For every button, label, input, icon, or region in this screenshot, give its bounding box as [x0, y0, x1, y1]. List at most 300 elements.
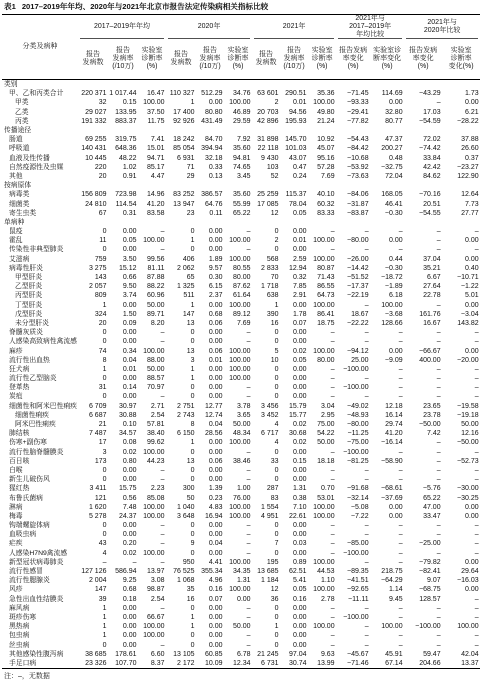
row-label: 疟疾	[9, 540, 23, 548]
cell-rate-2020: 1.89	[208, 255, 223, 263]
cell-rate-change-vs-2017-2019: −71.46	[336, 659, 370, 669]
cell-rate-2021: 0.00	[292, 246, 307, 254]
cell-rate-2020: 0.00	[208, 301, 223, 309]
cell-cases-2021: 0	[274, 641, 279, 649]
table-row	[2, 595, 480, 604]
cell-lab-rate-2020: 46.89	[233, 108, 251, 116]
cell-lab-rate-change-vs-2017-2019: 200.27	[381, 145, 403, 153]
cell-rate-change-vs-2020: –	[436, 549, 441, 557]
cell-rate-change-vs-2017-2019: −92.65	[346, 586, 369, 594]
cell-cases-2017-2019: 1 620	[88, 503, 107, 511]
cell-rate-2021: 0.32	[292, 274, 307, 282]
cell-lab-rate-change-vs-2017-2019: –	[398, 540, 403, 548]
cell-lab-rate-change-vs-2020: 0.00	[465, 255, 479, 263]
cell-rate-change-vs-2017-2019: 25.00	[351, 356, 369, 364]
table-row	[2, 374, 480, 383]
cell-lab-rate-change-vs-2017-2019: −68.61	[381, 485, 403, 493]
cell-lab-rate-change-vs-2017-2019: 72.04	[385, 172, 403, 180]
table-row	[2, 117, 480, 126]
cell-rate-2017-2019: 15.75	[118, 485, 137, 493]
header-group-2021-vs-2017-2019: 2021年与 2017–2019年 年均比较	[336, 15, 404, 40]
cell-rate-2020: 0.00	[208, 439, 223, 447]
cell-cases-2020: 83 252	[173, 191, 195, 199]
cell-rate-2017-2019: 9.50	[122, 283, 137, 291]
cell-lab-rate-change-vs-2020: 29.64	[461, 568, 479, 576]
cell-rate-2017-2019: 15.12	[118, 264, 137, 272]
cell-rate-2020: 0.30	[208, 274, 223, 282]
cell-rate-change-vs-2020: 20.51	[423, 200, 441, 208]
cell-rate-2017-2019: 0.00	[122, 476, 137, 484]
cell-cases-2020: 65	[186, 274, 195, 282]
cell-rate-2017-2019: 0.00	[122, 246, 137, 254]
cell-rate-2021: 0.00	[292, 393, 307, 401]
cell-rate-2020: 394.94	[201, 145, 223, 153]
cell-rate-change-vs-2020: −50.00	[419, 421, 441, 429]
cell-lab-rate-2020: –	[246, 466, 251, 474]
cell-cases-2021: 568	[266, 255, 279, 263]
cell-rate-2020: 0.11	[209, 209, 223, 217]
cell-lab-rate-2021: 7.69	[320, 172, 335, 180]
cell-cases-2020: 1 040	[177, 503, 195, 511]
cell-lab-rate-change-vs-2020: 1.73	[465, 90, 479, 98]
cell-cases-2021: 22 118	[257, 145, 279, 153]
cell-rate-change-vs-2020: 59.47	[423, 650, 441, 658]
cell-lab-rate-change-vs-2017-2019: –	[398, 549, 403, 557]
row-label: 甲、乙和丙类合计	[9, 90, 64, 98]
cell-lab-rate-2020: –	[246, 246, 251, 254]
cell-lab-rate-change-vs-2017-2019: –	[398, 632, 403, 640]
cell-cases-2021: 0	[274, 522, 279, 530]
cell-rate-2017-2019: 30.88	[118, 411, 137, 419]
cell-cases-2021: 0	[274, 329, 279, 337]
cell-cases-2020: 147	[182, 310, 195, 318]
cell-cases-2020: 23	[186, 209, 195, 217]
cell-lab-rate-change-vs-2017-2019	[370, 181, 404, 190]
cell-lab-rate-2021: 18.75	[317, 319, 335, 327]
table-row	[2, 163, 480, 172]
cell-cases-2021: 1 718	[261, 283, 279, 291]
section-label: 传播途径	[4, 127, 32, 135]
cell-lab-rate-2021: –	[330, 540, 335, 548]
cell-rate-2020: 0.16	[208, 586, 223, 594]
cell-cases-2020: 300	[182, 485, 195, 493]
cell-rate-change-vs-2020: –	[436, 613, 441, 621]
cell-lab-rate-2021	[308, 181, 336, 190]
cell-lab-rate-2021: –	[330, 384, 335, 392]
cell-rate-2021: 2.59	[292, 255, 307, 263]
header-lab-rate-change-vs-2017-2019: 实验室诊 断率变化 (%)	[370, 39, 404, 80]
cell-rate-change-vs-2017-2019: −71.45	[346, 90, 369, 98]
row-label: 传染性非典型肺炎	[9, 246, 64, 254]
cell-rate-2021: 15.77	[289, 411, 307, 419]
cell-lab-rate-2021: 3.04	[320, 402, 335, 410]
cell-rate-change-vs-2020: 400.00	[419, 356, 441, 364]
row-label: 丙型肝炎	[15, 292, 43, 300]
cell-lab-rate-2020: –	[246, 540, 251, 548]
cell-rate-2017-2019	[108, 126, 138, 135]
cell-rate-2020: 0.04	[208, 540, 223, 548]
cell-cases-2017-2019: 143	[94, 274, 107, 282]
cell-rate-2021: 43.07	[289, 154, 307, 162]
cell-lab-rate-2017-2019: 44.23	[147, 457, 165, 465]
cell-lab-rate-2020: 65.22	[233, 209, 251, 217]
cell-lab-rate-2021: 35.36	[317, 90, 335, 98]
cell-cases-2017-2019: 6 709	[88, 402, 107, 410]
cell-cases-2017-2019: 809	[94, 292, 107, 300]
section-row	[2, 126, 480, 135]
cell-rate-change-vs-2017-2019: 18.67	[351, 310, 369, 318]
cell-lab-rate-2020: 50.00	[233, 623, 251, 631]
cell-lab-rate-2020: 100.00	[229, 255, 251, 263]
cell-lab-rate-2021: 100.00	[313, 301, 335, 309]
row-label: 自然疫源性及虫媒	[9, 163, 64, 171]
cell-lab-rate-2017-2019: 16.47	[147, 90, 165, 98]
row-label: 丝虫病	[9, 641, 30, 649]
cell-lab-rate-change-vs-2017-2019: 9.45	[388, 595, 403, 603]
table-header	[2, 15, 480, 80]
cell-rate-2017-2019: 0.02	[122, 549, 137, 557]
cell-rate-2021: 0.00	[292, 604, 307, 612]
header-group-2021: 2021年	[252, 15, 336, 40]
cell-rate-change-vs-2020: −79.82	[419, 558, 441, 566]
cell-lab-rate-2017-2019: 70.97	[147, 384, 165, 392]
cell-lab-rate-change-vs-2017-2019: 128.66	[381, 319, 403, 327]
cell-cases-2021: 20 703	[257, 108, 279, 116]
cell-lab-rate-change-vs-2017-2019: –	[398, 522, 403, 530]
cell-lab-rate-change-vs-2020: –	[474, 246, 479, 254]
cell-rate-change-vs-2017-2019: −53.92	[346, 163, 369, 171]
cell-rate-change-vs-2020: –	[436, 448, 441, 456]
cell-cases-2020: 2 751	[177, 402, 195, 410]
cell-lab-rate-2017-2019: 100.00	[143, 512, 165, 520]
table-row	[2, 539, 480, 548]
cell-rate-2021: 0.00	[292, 531, 307, 539]
cell-lab-rate-2017-2019: 100.00	[143, 503, 165, 511]
cell-cases-2021: 36	[270, 595, 279, 603]
cell-lab-rate-change-vs-2017-2019: –	[398, 228, 403, 236]
cell-cases-2020: 18 242	[173, 136, 195, 144]
cell-lab-rate-2021: –	[330, 448, 335, 456]
cell-rate-change-vs-2020	[404, 218, 442, 227]
cell-lab-rate-2021: 9.63	[320, 650, 335, 658]
cell-cases-2017-2019	[78, 181, 108, 190]
cell-lab-rate-change-vs-2017-2019: −32.75	[381, 163, 403, 171]
cell-rate-2021: 0.00	[292, 641, 307, 649]
cell-cases-2020: 13 947	[173, 200, 195, 208]
cell-cases-2021: 0	[274, 384, 279, 392]
table-row	[2, 209, 480, 218]
cell-rate-2017-2019: 1.02	[122, 163, 137, 171]
cell-cases-2020: 0	[190, 338, 195, 346]
cell-lab-rate-2017-2019: 38.40	[147, 430, 165, 438]
cell-rate-change-vs-2020: 161.76	[419, 310, 441, 318]
cell-lab-rate-2020: –	[246, 522, 251, 530]
cell-rate-change-vs-2020: −43.29	[419, 90, 441, 98]
cell-cases-2021: 12	[270, 586, 279, 594]
cell-lab-rate-2020: –	[246, 613, 251, 621]
cell-cases-2021: 0	[274, 448, 279, 456]
cell-rate-2021: 7.85	[292, 283, 307, 291]
cell-rate-change-vs-2017-2019: −94.12	[346, 347, 369, 355]
cell-lab-rate-change-vs-2020: 143.82	[457, 319, 479, 327]
cell-rate-2017-2019: 0.00	[122, 623, 137, 631]
row-label: 风疹	[9, 586, 23, 594]
cell-rate-2021: 0.02	[292, 347, 307, 355]
cell-cases-2021: 1 554	[261, 503, 279, 511]
cell-lab-rate-change-vs-2017-2019: 114.69	[381, 90, 403, 98]
section-label: 单病种	[4, 218, 25, 226]
table-row	[2, 227, 480, 236]
cell-lab-rate-2020: 76.00	[233, 494, 251, 502]
cell-lab-rate-change-vs-2017-2019: 1.14	[388, 586, 403, 594]
cell-lab-rate-2021: 71.43	[317, 274, 335, 282]
cell-lab-rate-change-vs-2020: –	[474, 384, 479, 392]
row-label: 丙类	[15, 117, 29, 125]
cell-cases-2020: 110 327	[169, 90, 195, 98]
cell-lab-rate-2020: 100.00	[229, 356, 251, 364]
cell-lab-rate-2020: –	[246, 531, 251, 539]
cell-cases-2017-2019: 23 326	[78, 659, 108, 669]
cell-rate-2017-2019: 0.00	[122, 228, 137, 236]
cell-lab-rate-change-vs-2020: −52.73	[457, 457, 479, 465]
cell-lab-rate-change-vs-2017-2019: –	[398, 365, 403, 373]
cell-rate-2020: 0.68	[208, 310, 223, 318]
cell-rate-change-vs-2017-2019: −26.00	[346, 255, 369, 263]
table-caption	[4, 2, 268, 12]
cell-rate-change-vs-2020: –	[436, 375, 441, 383]
cell-lab-rate-2020: –	[246, 632, 251, 640]
row-label: 阿米巴性痢疾	[15, 421, 56, 429]
cell-lab-rate-2021: –	[330, 375, 335, 383]
cell-lab-rate-2020: 100.00	[229, 99, 251, 107]
cell-rate-change-vs-2020: 204.66	[404, 659, 442, 669]
cell-cases-2020: 3	[190, 356, 195, 364]
cell-lab-rate-change-vs-2017-2019: –	[398, 558, 403, 566]
cell-lab-rate-2017-2019: 6.60	[150, 650, 165, 658]
table-row	[2, 337, 480, 346]
cell-rate-change-vs-2020	[404, 181, 442, 190]
cell-rate-2021	[280, 80, 308, 90]
header-cases-2021: 报告 发病数	[252, 39, 280, 80]
table-row	[2, 356, 480, 365]
cell-cases-2020: 71	[186, 163, 195, 171]
cell-cases-2021: 4	[274, 439, 279, 447]
cell-cases-2017-2019: 173	[94, 457, 107, 465]
cell-cases-2017-2019: 6 687	[88, 411, 107, 419]
cell-lab-rate-change-vs-2020: 0.00	[465, 586, 479, 594]
cell-lab-rate-change-vs-2017-2019	[370, 218, 404, 227]
cell-rate-2021: 0.00	[292, 522, 307, 530]
cell-rate-2021: 94.56	[289, 108, 307, 116]
cell-rate-2021: 0.38	[292, 494, 307, 502]
cell-lab-rate-2017-2019	[138, 218, 166, 227]
cell-lab-rate-change-vs-2020: 7.73	[465, 200, 479, 208]
cell-lab-rate-2017-2019: 2.71	[150, 402, 165, 410]
cell-lab-rate-change-vs-2020: −23.27	[457, 163, 479, 171]
cell-cases-2021: 0	[274, 476, 279, 484]
cell-lab-rate-2021: 100.00	[313, 586, 335, 594]
cell-lab-rate-change-vs-2017-2019: −37.69	[381, 494, 403, 502]
data-table	[2, 14, 480, 669]
cell-lab-rate-2021: 86.41	[317, 310, 335, 318]
cell-cases-2021: 1	[274, 623, 279, 631]
cell-cases-2021: 2 833	[261, 264, 279, 272]
row-label: 斑疹伤寒	[9, 613, 37, 621]
cell-rate-change-vs-2017-2019: −10.68	[346, 154, 369, 162]
cell-lab-rate-2021: 60.32	[317, 200, 335, 208]
cell-rate-2017-2019: 0.68	[122, 586, 137, 594]
row-label: 包虫病	[9, 632, 30, 640]
cell-rate-2020: 386.57	[201, 191, 223, 199]
cell-rate-change-vs-2020: 16.67	[423, 319, 441, 327]
cell-rate-2021: 0.15	[292, 457, 307, 465]
cell-lab-rate-2017-2019: 88.22	[147, 283, 165, 291]
cell-cases-2020: 0	[190, 329, 195, 337]
cell-lab-rate-2017-2019: 99.56	[147, 255, 165, 263]
cell-lab-rate-change-vs-2020: –	[474, 632, 479, 640]
cell-lab-rate-2020: 3.45	[236, 172, 251, 180]
cell-cases-2017-2019: 31	[98, 384, 107, 392]
cell-lab-rate-2017-2019: 2.23	[150, 485, 165, 493]
cell-lab-rate-change-vs-2020: –	[474, 476, 479, 484]
row-label: 流行性脑脊髓膜炎	[9, 448, 64, 456]
cell-cases-2020: 92 926	[173, 117, 195, 125]
cell-rate-change-vs-2017-2019: –	[364, 558, 369, 566]
table-row	[2, 319, 480, 328]
cell-rate-2021: 0.05	[292, 209, 307, 217]
cell-cases-2017-2019: 220 371	[81, 90, 107, 98]
cell-cases-2020: 2 743	[177, 411, 195, 419]
table-row	[2, 199, 480, 208]
cell-rate-change-vs-2017-2019: −100.00	[343, 613, 369, 621]
cell-rate-2017-2019: –	[132, 558, 137, 566]
row-label: 手足口病	[2, 659, 78, 669]
cell-lab-rate-change-vs-2017-2019: 168.05	[381, 191, 403, 199]
cell-rate-change-vs-2017-2019: –	[364, 623, 369, 631]
cell-cases-2020: 0	[190, 531, 195, 539]
cell-rate-2020: 0.33	[208, 163, 223, 171]
cell-lab-rate-change-vs-2017-2019	[370, 126, 404, 135]
cell-cases-2021: 1	[274, 301, 279, 309]
cell-cases-2020: 6 150	[177, 430, 195, 438]
cell-lab-rate-change-vs-2017-2019: –	[398, 246, 403, 254]
cell-rate-2020: 0.00	[208, 246, 223, 254]
cell-cases-2021: 0	[274, 549, 279, 557]
cell-cases-2017-2019: 0	[102, 522, 107, 530]
cell-lab-rate-change-vs-2017-2019	[370, 80, 404, 90]
cell-rate-change-vs-2017-2019: –	[364, 476, 369, 484]
cell-rate-2020: 512.29	[201, 90, 223, 98]
cell-cases-2021: 31 898	[257, 136, 279, 144]
header-lab-rate-change-vs-2020: 实验室 诊断率 变化(%)	[442, 39, 480, 80]
table-row	[2, 89, 480, 98]
row-label: 霍乱	[9, 237, 23, 245]
cell-lab-rate-2020: –	[246, 476, 251, 484]
cell-lab-rate-2020: 35.60	[233, 191, 251, 199]
cell-rate-2017-2019: 0.00	[122, 613, 137, 621]
cell-lab-rate-change-vs-2020: 6.21	[465, 108, 479, 116]
cell-lab-rate-2020: 0.00	[236, 595, 251, 603]
row-label: 百日咳	[9, 457, 30, 465]
cell-cases-2021: 33	[270, 457, 279, 465]
cell-lab-rate-change-vs-2017-2019: 29.74	[385, 421, 403, 429]
cell-rate-2017-2019: 0.00	[122, 466, 137, 474]
cell-lab-rate-2021: –	[330, 338, 335, 346]
table-row	[2, 310, 480, 319]
cell-rate-change-vs-2017-2019: −49.02	[346, 402, 369, 410]
cell-rate-change-vs-2020: –	[436, 329, 441, 337]
cell-cases-2017-2019	[78, 80, 108, 90]
cell-rate-2017-2019: 30.97	[118, 402, 137, 410]
cell-lab-rate-2017-2019: 100.00	[143, 448, 165, 456]
cell-lab-rate-2017-2019: 100.00	[143, 99, 165, 107]
cell-rate-change-vs-2017-2019	[336, 218, 370, 227]
cell-rate-2020: 0.00	[208, 531, 223, 539]
cell-rate-change-vs-2017-2019: –	[364, 641, 369, 649]
cell-cases-2017-2019: 32	[98, 99, 107, 107]
cell-rate-2017-2019: 7.48	[122, 503, 137, 511]
cell-rate-2017-2019: 0.00	[122, 329, 137, 337]
cell-rate-2020: 32.18	[205, 154, 223, 162]
row-label: 急性出血性结膜炎	[9, 595, 64, 603]
cell-lab-rate-2020: 38.46	[233, 457, 251, 465]
cell-cases-2017-2019: 0	[102, 246, 107, 254]
cell-lab-rate-2020: 50.00	[233, 421, 251, 429]
cell-lab-rate-change-vs-2017-2019: 0.00	[388, 237, 403, 245]
cell-cases-2021: 0	[274, 246, 279, 254]
cell-cases-2017-2019: 1	[102, 365, 107, 373]
cell-cases-2021: 13 685	[257, 568, 279, 576]
cell-rate-2020: 0.00	[208, 329, 223, 337]
cell-rate-2021	[280, 126, 308, 135]
cell-lab-rate-2021: 80.87	[317, 264, 335, 272]
cell-rate-2021: 78.04	[289, 200, 307, 208]
cell-rate-change-vs-2017-2019: −45.67	[346, 650, 369, 658]
row-label: 戊型肝炎	[15, 310, 43, 318]
cell-rate-2020: 9.57	[208, 264, 223, 272]
cell-rate-2020	[196, 126, 224, 135]
cell-cases-2020: 1 068	[177, 577, 195, 585]
row-label: 未分型肝炎	[15, 319, 49, 327]
cell-lab-rate-change-vs-2020: 13.37	[442, 659, 480, 669]
cell-rate-2021: 22.61	[289, 512, 307, 520]
cell-rate-2020: 0.06	[208, 347, 223, 355]
row-label: 呼吸道	[9, 145, 30, 153]
cell-cases-2020: 3 648	[177, 512, 195, 520]
cell-rate-change-vs-2017-2019: −14.42	[346, 264, 369, 272]
table-row	[2, 291, 480, 300]
cell-cases-2021: 4	[274, 421, 279, 429]
cell-rate-2021: 290.51	[285, 90, 307, 98]
table-row	[2, 236, 480, 245]
row-label: 血液及性传播	[9, 154, 50, 162]
row-label: 乙型肝炎	[15, 283, 43, 291]
cell-rate-change-vs-2020: –	[436, 522, 441, 530]
cell-rate-change-vs-2017-2019: −31.87	[346, 200, 369, 208]
cell-lab-rate-change-vs-2020: –	[474, 531, 479, 539]
cell-cases-2021: 0	[274, 531, 279, 539]
table-number: 表1	[4, 2, 16, 11]
cell-cases-2021: 42 896	[257, 117, 279, 125]
row-label: 其他感染性腹泻病	[9, 650, 64, 658]
cell-rate-change-vs-2017-2019: −100.00	[343, 365, 369, 373]
cell-cases-2020: 1	[190, 99, 195, 107]
cell-lab-rate-2020: 80.55	[233, 264, 251, 272]
cell-cases-2017-2019: 0	[102, 466, 107, 474]
cell-lab-rate-change-vs-2020: 26.60	[461, 145, 479, 153]
cell-lab-rate-change-vs-2017-2019: 45.91	[385, 650, 403, 658]
cell-lab-rate-2021	[308, 80, 336, 90]
